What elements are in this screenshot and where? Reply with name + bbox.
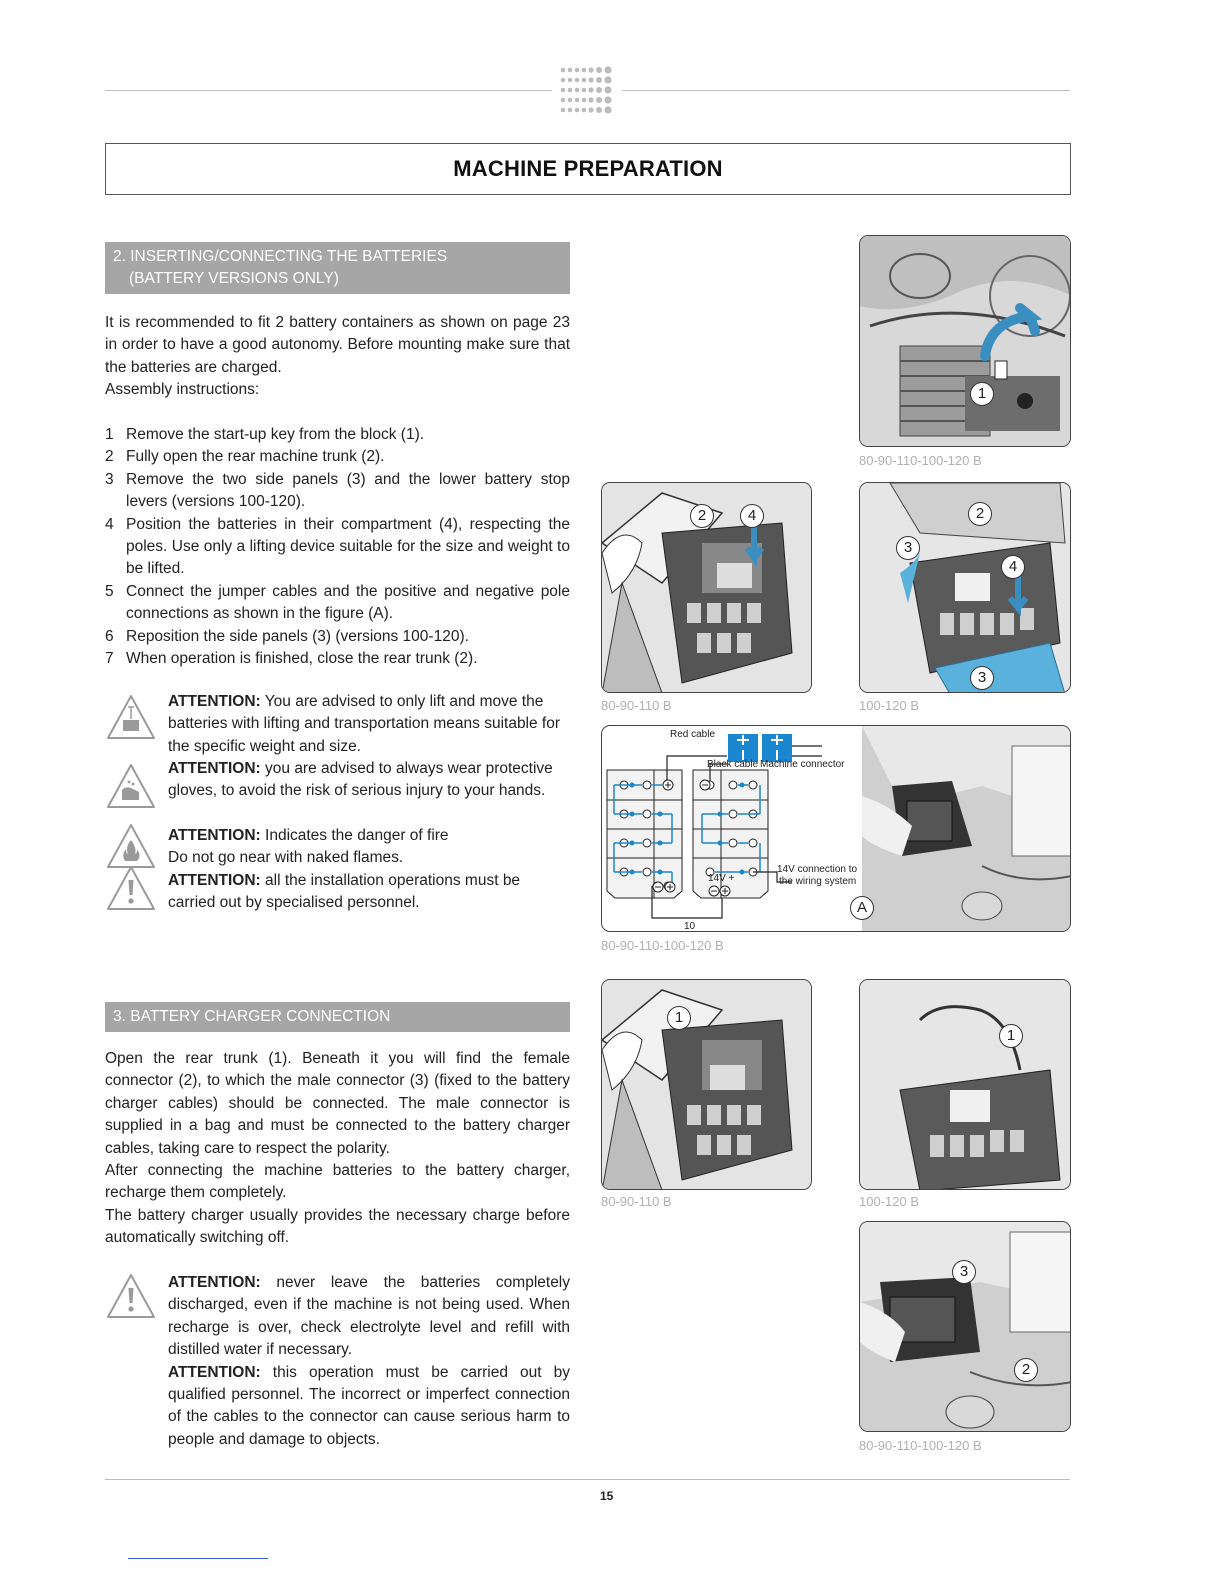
figure-caption: 80-90-110 B [601,698,672,713]
page-title-box [105,143,1071,195]
callout-badge: 4 [740,504,764,528]
section2-warnings [105,691,570,915]
general-warning-icon [105,1272,157,1320]
callout-badge: 2 [690,504,714,528]
header-rule-right [622,90,1070,91]
footer-rule [105,1479,1070,1480]
figure-wiring [601,725,1071,932]
list-item: 3 Remove the two side panels (3) and the lower battery stop levers (versions 100-120). [105,470,570,511]
figure-caption: 100-120 B [859,1194,919,1209]
figure-caption: 100-120 B [859,698,919,713]
callout-badge: 3 [896,536,920,560]
callout-badge: A [850,896,874,920]
section2-heading-line1: 2. INSERTING/CONNECTING THE BATTERIES [113,248,448,265]
general-warning-icon [105,864,157,912]
callout-badge: 1 [999,1024,1023,1048]
brand-logo [557,64,617,123]
figure-120-battery-compartment [859,482,1071,693]
warning-discharge: ATTENTION: never leave the batteries completely discharged, even if the machine is not being used. When recharge is over, check electrolyte level and refill with distilled water if necessary. ATTENTION: this operation must be carried out by qualified personnel. The incorrect or imperfect connection of the cables to the connector can cause serious harm to people and damage to objects. [105,1272,570,1451]
footer-link-underline [128,1558,268,1559]
intro-text: It is recommended to fit 2 battery containers as shown on page 23 in order to have a good autonomy. Before mounting make sure that the batteries are charged. [105,314,570,376]
section3-para3: The battery charger usually provides the necessary charge before automatically switching off. [105,1206,570,1247]
figure-caption: 80-90-110 B [601,1194,672,1209]
figure-120-rear-trunk [859,979,1071,1190]
figure-caption: 80-90-110-100-120 B [859,453,982,468]
warning-lifting: ATTENTION: You are advised to only lift and move the batteries with lifting and transportation means suitable for the specific weight and size. [105,691,570,758]
connection-14v-label-1: 14V connection to [777,864,858,875]
figure-110-battery-compartment [601,482,812,693]
lifting-warning-icon [105,693,157,741]
figure-caption: 80-90-110-100-120 B [601,938,724,953]
figure-startup-key [859,235,1071,447]
warning-gloves: ATTENTION: you are advised to always wear protective gloves, to avoid the risk of serious injury to your hands. [105,758,570,825]
callout-badge: 4 [1001,555,1025,579]
assembly-label: Assembly instructions: [105,381,260,399]
wiring-diagram [602,726,1071,932]
list-item: 2 Fully open the rear machine trunk (2). [105,448,385,466]
callout-badge: 3 [970,666,994,690]
section3-warning [105,1272,570,1451]
warning-fire: ATTENTION: Indicates the danger of fire Do not go near with naked flames. [105,825,570,870]
section3-para1: Open the rear trunk (1). Beneath it you will find the female connector (2), to which the male connector (3) (fixed to the battery charger cables) should be connected. The male connector is supplied in a bag and must be connected to the battery charger cables, taking care to respect the polarity. [105,1050,570,1157]
figure-caption: 80-90-110-100-120 B [859,1438,982,1453]
callout-badge: 1 [667,1006,691,1030]
callout-badge: 1 [970,382,994,406]
voltage-14v-label: 14V + [708,873,735,884]
figure-110-rear-trunk [601,979,812,1190]
callout-badge: 3 [952,1260,976,1284]
section2-heading [105,242,570,294]
section3-heading: 3. BATTERY CHARGER CONNECTION [105,1002,570,1032]
callout-badge: 2 [1014,1358,1038,1382]
page-number: 15 [600,1489,614,1503]
list-item: 7 When operation is finished, close the rear trunk (2). [105,650,478,668]
section2-intro [105,312,570,402]
red-cable-label: Red cable [670,729,716,740]
cable-length-label: 10 [684,921,696,932]
assembly-steps [105,424,570,670]
section2-heading-line2: (BATTERY VERSIONS ONLY) [129,270,339,287]
connection-14v-label-2: the wiring system [779,876,857,887]
callout-badge: 2 [968,502,992,526]
section3-body [105,1048,570,1250]
list-item: 4 Position the batteries in their compartment (4), respecting the poles. Use only a lifting device suitable for the size and weight to be lifted. [105,515,570,578]
figure-charger-connector [859,1221,1071,1432]
black-cable-label: Black cable [707,759,759,770]
page-title: MACHINE PREPARATION [453,156,723,181]
machine-connector-label: Machine connector [760,759,845,770]
gloves-warning-icon [105,762,157,810]
list-item: 6 Reposition the side panels (3) (versions 100-120). [105,627,469,645]
warning-specialised: ATTENTION: all the installation operations must be carried out by specialised personnel. [105,870,570,915]
list-item: 1 Remove the start-up key from the block (1). [105,426,425,443]
header-rule-left [105,90,552,91]
list-item: 5 Connect the jumper cables and the positive and negative pole connections as shown in the figure (A). [105,582,570,623]
fire-warning-icon [105,822,157,870]
section3-para2: After connecting the machine batteries to the battery charger, recharge them completely. [105,1162,570,1202]
